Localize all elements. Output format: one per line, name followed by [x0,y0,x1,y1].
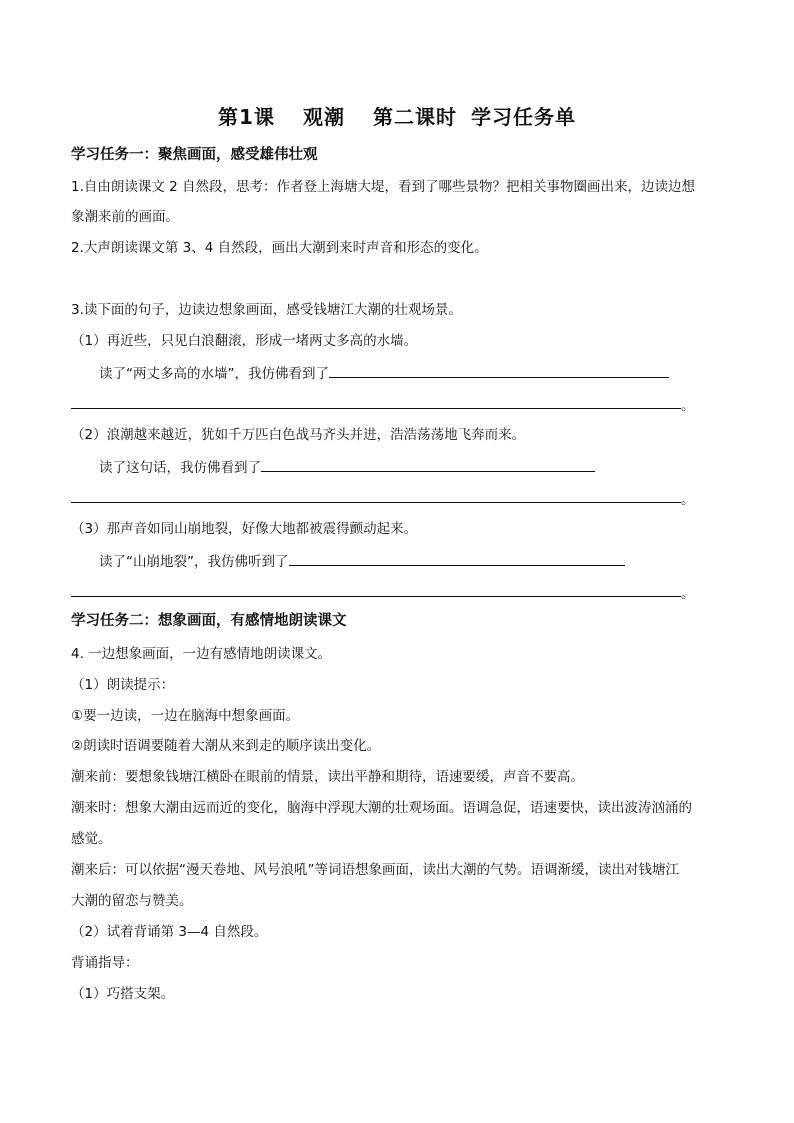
recite-instruction: （2）试着背诵第 3—4 自然段。 [71,924,268,940]
task2-heading: 学习任务二：想象画面，有感情地朗读课文 [71,613,347,629]
task2-q4: 4. 一边想象画面，一边有感情地朗读课文。 [71,646,332,662]
end-mark-1: 。 [681,398,695,414]
task1-heading: 学习任务一：聚焦画面，感受雄伟壮观 [71,147,318,163]
reading-tip-1: ①要一边读，一边在脑海中想象画面。 [71,708,300,724]
end-mark-3: 。 [681,586,695,602]
tip-after-tide-line1: 潮来后：可以依据“漫天卷地、风号浪吼”等词语想象画面，读出大潮的气势。语调渐缓，读出对钱塘江 [71,862,679,878]
answer-prompt-3-label: 读了“山崩地裂”，我仿佛听到了 [99,554,289,570]
title-period: 第二课时 [372,105,457,129]
task1-q2: 2.大声朗读课文第 3、4 自然段，画出大潮到来时声音和形态的变化。 [71,240,488,256]
answer-prompt-3 [99,551,625,571]
answer-blank-3a[interactable] [289,551,625,566]
tip-after-tide-line2: 大潮的留恋与赞美。 [71,893,193,909]
tip-during-tide-line1: 潮来时：想象大潮由远而近的变化，脑海中浮现大潮的壮观场面。语调急促，语速要快，读出波涛汹涌的 [71,800,692,816]
recite-guide-1: （1）巧搭支架。 [71,986,175,1002]
task1-q1-line2: 象潮来前的画面。 [71,209,179,225]
answer-prompt-1-label: 读了“两丈多高的水墙”，我仿佛看到了 [99,366,329,382]
recite-guide-label: 背诵指导： [71,955,139,971]
task1-q3: 3.读下面的句子，边读边想象画面，感受钱塘江大潮的壮观场景。 [71,302,462,318]
title-worksheet: 学习任务单 [470,105,576,129]
tip-before-tide: 潮来前：要想象钱塘江横卧在眼前的情景，读出平静和期待，语速要缓，声音不要高。 [71,769,584,785]
title-lesson-name: 观潮 [302,105,345,129]
sentence-1: （1）再近些，只见白浪翻滚，形成一堵两丈多高的水墙。 [71,333,418,349]
task1-q1-line1: 1.自由朗读课文 2 自然段，思考：作者登上海塘大堤，看到了哪些景物？把相关事物圈画出来，边读边想 [71,179,696,195]
answer-prompt-2-label: 读了这句话，我仿佛看到了 [99,460,261,476]
sentence-3: （3）那声音如同山崩地裂，好像大地都被震得颤动起来。 [71,521,418,537]
answer-blank-1b[interactable] [71,408,681,409]
reading-tip-2: ②朗读时语调要随着大潮从来到走的顺序读出变化。 [71,738,381,754]
reading-tips-label: （1）朗读提示： [71,677,175,693]
answer-prompt-2 [99,457,595,477]
answer-blank-1a[interactable] [329,363,669,378]
title-lesson-number: 第1课 [218,105,275,129]
tip-during-tide-line2: 感觉。 [71,831,112,847]
page-title [0,104,794,130]
answer-blank-2b[interactable] [71,502,681,503]
end-mark-2: 。 [681,492,695,508]
sentence-2: （2）浪潮越来越近，犹如千万匹白色战马齐头并进，浩浩荡荡地飞奔而来。 [71,427,526,443]
answer-blank-2a[interactable] [261,457,595,472]
answer-blank-3b[interactable] [71,596,681,597]
answer-prompt-1 [99,363,669,383]
